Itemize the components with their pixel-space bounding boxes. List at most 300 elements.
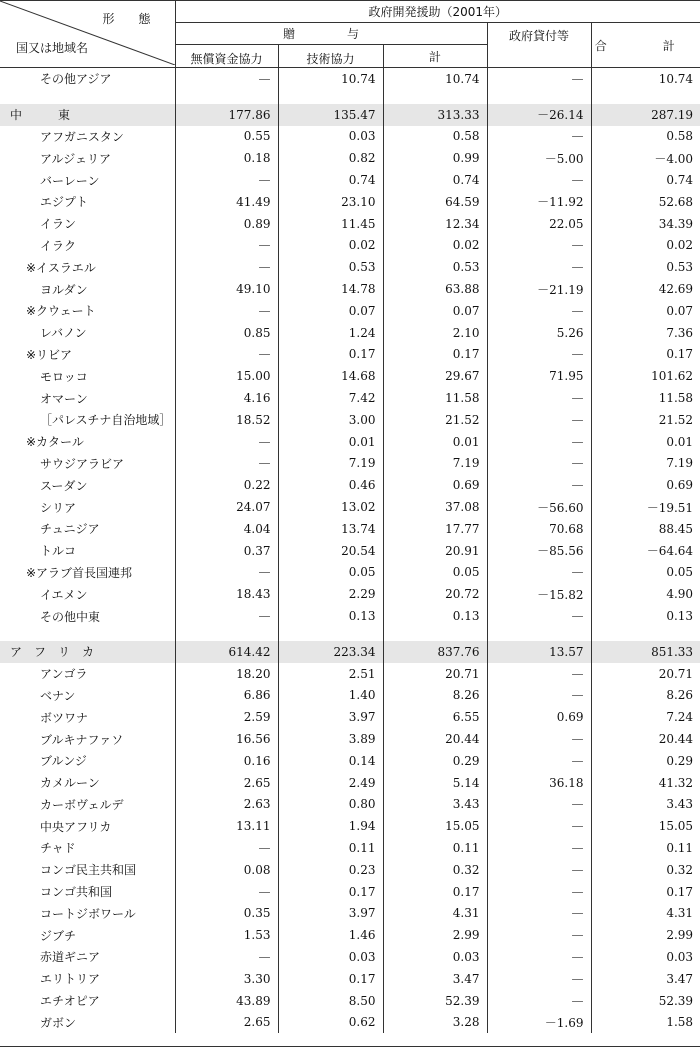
grant-aid-value: — [175, 562, 278, 584]
subtotal-value: 0.01 [383, 431, 487, 453]
loans-value: — [487, 946, 591, 968]
region-name: モロッコ [40, 369, 88, 384]
tech-coop-value: 14.78 [278, 278, 383, 300]
table-row [0, 663, 700, 685]
spacer-cell [278, 90, 383, 104]
spacer-cell [0, 627, 175, 641]
tech-coop-value: 0.82 [278, 147, 383, 169]
loans-value: 22.05 [487, 213, 591, 235]
loans-value: — [487, 68, 591, 90]
tech-coop-value: 1.46 [278, 924, 383, 946]
region-name: ヨルダン [40, 282, 88, 297]
loans-value: — [487, 685, 591, 707]
total-value: 0.74 [591, 169, 700, 191]
table-row [0, 518, 700, 540]
table-row [0, 300, 700, 322]
tech-coop-header: 技術協力 [278, 45, 383, 68]
tech-coop-value: 0.13 [278, 605, 383, 627]
subtotal-value: 20.44 [383, 728, 487, 750]
tech-coop-value: 0.46 [278, 474, 383, 496]
grant-aid-value: 2.63 [175, 794, 278, 816]
tech-coop-value: 0.03 [278, 946, 383, 968]
loans-value: — [487, 990, 591, 1012]
table-row [0, 685, 700, 707]
subtotal-value: 0.02 [383, 235, 487, 257]
total-value: 10.74 [591, 68, 700, 90]
region-name: 赤道ギニア [40, 950, 101, 965]
grant-aid-value: — [175, 300, 278, 322]
region-name: イラク [40, 238, 77, 253]
grant-aid-value: — [175, 431, 278, 453]
tech-coop-value: 0.53 [278, 256, 383, 278]
table-row [0, 409, 700, 431]
table-row [0, 387, 700, 409]
table-row [0, 968, 700, 990]
subtotal-value: 0.53 [383, 256, 487, 278]
table-row [0, 453, 700, 475]
loans-value: －56.60 [487, 496, 591, 518]
spacer-cell [487, 627, 591, 641]
table-row [0, 583, 700, 605]
spacer-cell [278, 627, 383, 641]
total-value: 34.39 [591, 213, 700, 235]
table-row [0, 344, 700, 366]
region-name: ※リビア [26, 347, 73, 362]
subtotal-value: 0.74 [383, 169, 487, 191]
region-name: その他アジア [40, 72, 112, 87]
total-value: 3.43 [591, 794, 700, 816]
grant-aid-value: 2.65 [175, 772, 278, 794]
subtotal-value: 0.17 [383, 344, 487, 366]
loans-value: — [487, 387, 591, 409]
subtotal-value: 20.72 [383, 583, 487, 605]
grant-aid-value: 0.22 [175, 474, 278, 496]
loans-value: －1.69 [487, 1011, 591, 1033]
total-value: 20.44 [591, 728, 700, 750]
loans-value: — [487, 453, 591, 475]
region-name: アフガニスタン [40, 129, 124, 144]
region-name: ※アラブ首長国連邦 [26, 565, 133, 580]
tech-coop-value: 13.02 [278, 496, 383, 518]
total-value: 287.19 [591, 104, 700, 126]
subtotal-value: 313.33 [383, 104, 487, 126]
subtotal-value: 63.88 [383, 278, 487, 300]
subtotal-value: 12.34 [383, 213, 487, 235]
grant-aid-value: — [175, 605, 278, 627]
subtotal-value: 0.17 [383, 881, 487, 903]
spacer-row [0, 627, 700, 641]
total-value: －19.51 [591, 496, 700, 518]
table-row [0, 540, 700, 562]
loans-value: — [487, 881, 591, 903]
spacer-cell [591, 90, 700, 104]
grant-aid-value: 0.85 [175, 322, 278, 344]
subtotal-value: 5.14 [383, 772, 487, 794]
subtotal-value: 7.19 [383, 453, 487, 475]
region-name: エジプト [40, 195, 89, 210]
table-row [0, 562, 700, 584]
loans-value: — [487, 256, 591, 278]
region-name: エチオピア [40, 994, 100, 1009]
loans-value: — [487, 474, 591, 496]
tech-coop-value: 2.51 [278, 663, 383, 685]
oda-title: 政府開発援助（2001年） [175, 1, 700, 23]
subtotal-value: 0.07 [383, 300, 487, 322]
region-name: サウジアラビア [40, 456, 125, 471]
total-value: 42.69 [591, 278, 700, 300]
total-header: 合 計 [591, 23, 700, 68]
region-name: カーボヴェルデ [40, 797, 124, 812]
table-row [0, 772, 700, 794]
subtotal-value: 3.28 [383, 1011, 487, 1033]
region-name: ※イスラエル [26, 260, 96, 275]
tech-coop-value: 0.14 [278, 750, 383, 772]
loans-value: — [487, 431, 591, 453]
loans-value: — [487, 859, 591, 881]
table-row [0, 924, 700, 946]
total-value: －4.00 [591, 147, 700, 169]
spacer-cell [383, 627, 487, 641]
region-name: その他中東 [40, 609, 101, 624]
total-value: 0.17 [591, 881, 700, 903]
tech-coop-value: 2.29 [278, 583, 383, 605]
total-value: 88.45 [591, 518, 700, 540]
subtotal-value: 20.91 [383, 540, 487, 562]
grant-aid-value: 2.65 [175, 1011, 278, 1033]
table-row [0, 902, 700, 924]
subtotal-value: 4.31 [383, 902, 487, 924]
tech-coop-value: 0.62 [278, 1011, 383, 1033]
tech-coop-value: 0.17 [278, 968, 383, 990]
subtotal-value: 20.71 [383, 663, 487, 685]
grant-aid-value: — [175, 344, 278, 366]
loans-value: －5.00 [487, 147, 591, 169]
subtotal-value: 2.10 [383, 322, 487, 344]
grant-aid-value: — [175, 235, 278, 257]
grant-aid-value: — [175, 837, 278, 859]
tech-coop-value: 0.17 [278, 881, 383, 903]
loans-value: 0.69 [487, 706, 591, 728]
table-row [0, 946, 700, 968]
gift-header: 贈 与 [175, 23, 487, 45]
loans-value: — [487, 837, 591, 859]
region-name: コンゴ民主共和国 [40, 863, 137, 878]
tech-coop-value: 1.40 [278, 685, 383, 707]
table-row [0, 750, 700, 772]
tech-coop-value: 223.34 [278, 641, 383, 663]
grant-aid-value: — [175, 946, 278, 968]
grant-aid-value: 177.86 [175, 104, 278, 126]
subtotal-value: 29.67 [383, 365, 487, 387]
region-name: 中 東 [0, 104, 175, 126]
table-row [0, 322, 700, 344]
loans-value: 13.57 [487, 641, 591, 663]
region-name: 中央アフリカ [40, 819, 112, 834]
grant-aid-value: 0.18 [175, 147, 278, 169]
grant-aid-value: 1.53 [175, 924, 278, 946]
region-name: カメルーン [40, 776, 100, 791]
spacer-cell [383, 90, 487, 104]
loans-value: — [487, 750, 591, 772]
table-row [0, 365, 700, 387]
total-value: 0.32 [591, 859, 700, 881]
total-value: 0.11 [591, 837, 700, 859]
table-row [0, 815, 700, 837]
table-row [0, 794, 700, 816]
loans-value: 70.68 [487, 518, 591, 540]
table-row [0, 474, 700, 496]
tech-coop-value: 0.02 [278, 235, 383, 257]
grant-aid-value: 15.00 [175, 365, 278, 387]
spacer-row [0, 90, 700, 104]
grant-aid-value: 13.11 [175, 815, 278, 837]
tech-coop-value: 2.49 [278, 772, 383, 794]
loans-value: — [487, 728, 591, 750]
grant-aid-value: 4.04 [175, 518, 278, 540]
table-row [0, 496, 700, 518]
region-name: エリトリア [40, 972, 101, 987]
corner-header-cell [0, 1, 175, 68]
grant-aid-value: 0.55 [175, 126, 278, 148]
total-value: 11.58 [591, 387, 700, 409]
subtotal-header: 計 [383, 45, 487, 68]
total-value: 3.47 [591, 968, 700, 990]
subtotal-value: 6.55 [383, 706, 487, 728]
table-row [0, 213, 700, 235]
table-bottom-rule [0, 1046, 700, 1047]
loans-value: — [487, 815, 591, 837]
form-label: 形 態 [102, 12, 157, 26]
total-value: 4.31 [591, 902, 700, 924]
region-name: ※クウェート [26, 304, 96, 319]
loans-value: 71.95 [487, 365, 591, 387]
subtotal-value: 3.43 [383, 794, 487, 816]
loans-value: －11.92 [487, 191, 591, 213]
grant-aid-value: 18.20 [175, 663, 278, 685]
region-name: レバノン [40, 326, 87, 341]
grant-aid-value: 49.10 [175, 278, 278, 300]
grant-aid-value: 0.37 [175, 540, 278, 562]
loans-value: －26.14 [487, 104, 591, 126]
loans-value: 36.18 [487, 772, 591, 794]
tech-coop-value: 0.03 [278, 126, 383, 148]
grant-aid-value: — [175, 169, 278, 191]
tech-coop-value: 135.47 [278, 104, 383, 126]
table-row [0, 191, 700, 213]
spacer-cell [175, 90, 278, 104]
total-value: 0.29 [591, 750, 700, 772]
tech-coop-value: 11.45 [278, 213, 383, 235]
grant-aid-value: 18.52 [175, 409, 278, 431]
total-value: 7.24 [591, 706, 700, 728]
table-row [0, 605, 700, 627]
grant-aid-value: 0.08 [175, 859, 278, 881]
spacer-cell [487, 90, 591, 104]
total-value: 52.68 [591, 191, 700, 213]
table-row [0, 837, 700, 859]
region-group-row [0, 104, 700, 126]
subtotal-value: 11.58 [383, 387, 487, 409]
total-value: 52.39 [591, 990, 700, 1012]
subtotal-value: 37.08 [383, 496, 487, 518]
table-row [0, 256, 700, 278]
total-value: 7.19 [591, 453, 700, 475]
grant-aid-value: — [175, 256, 278, 278]
loans-value: — [487, 235, 591, 257]
loans-value: — [487, 605, 591, 627]
region-name: アルジェリア [40, 151, 111, 166]
grant-aid-value: 16.56 [175, 728, 278, 750]
total-value: 2.99 [591, 924, 700, 946]
subtotal-value: 837.76 [383, 641, 487, 663]
tech-coop-value: 8.50 [278, 990, 383, 1012]
total-value: 15.05 [591, 815, 700, 837]
grant-aid-value: — [175, 68, 278, 90]
region-group-row [0, 641, 700, 663]
loans-value: — [487, 300, 591, 322]
grant-aid-value: 18.43 [175, 583, 278, 605]
spacer-cell [0, 90, 175, 104]
tech-coop-value: 0.01 [278, 431, 383, 453]
subtotal-value: 0.13 [383, 605, 487, 627]
tech-coop-value: 0.23 [278, 859, 383, 881]
tech-coop-value: 0.80 [278, 794, 383, 816]
subtotal-value: 0.11 [383, 837, 487, 859]
subtotal-value: 3.47 [383, 968, 487, 990]
total-value: 8.26 [591, 685, 700, 707]
tech-coop-value: 0.05 [278, 562, 383, 584]
total-value: 0.13 [591, 605, 700, 627]
tech-coop-value: 23.10 [278, 191, 383, 213]
tech-coop-value: 7.19 [278, 453, 383, 475]
region-name: チュニジア [40, 522, 100, 537]
loans-value: －85.56 [487, 540, 591, 562]
tech-coop-value: 3.97 [278, 706, 383, 728]
table-row [0, 235, 700, 257]
loans-value: －21.19 [487, 278, 591, 300]
region-label: 国又は地域名 [16, 41, 89, 55]
tech-coop-value: 3.89 [278, 728, 383, 750]
tech-coop-value: 3.97 [278, 902, 383, 924]
region-name: ジブチ [40, 928, 77, 943]
loans-value: — [487, 562, 591, 584]
table-row [0, 859, 700, 881]
table-row [0, 881, 700, 903]
grant-aid-value: 24.07 [175, 496, 278, 518]
region-name: イエメン [40, 587, 88, 602]
loans-value: — [487, 924, 591, 946]
loans-header: 政府貸付等 [487, 23, 591, 68]
subtotal-value: 0.05 [383, 562, 487, 584]
subtotal-value: 0.99 [383, 147, 487, 169]
total-value: 41.32 [591, 772, 700, 794]
subtotal-value: 17.77 [383, 518, 487, 540]
total-value: 21.52 [591, 409, 700, 431]
loans-value: — [487, 169, 591, 191]
subtotal-value: 0.69 [383, 474, 487, 496]
region-name: オマーン [40, 391, 88, 406]
tech-coop-value: 0.74 [278, 169, 383, 191]
table-header [0, 1, 700, 68]
region-name: ガボン [40, 1015, 77, 1030]
subtotal-value: 2.99 [383, 924, 487, 946]
tech-coop-value: 20.54 [278, 540, 383, 562]
tech-coop-value: 0.11 [278, 837, 383, 859]
grant-aid-value: 4.16 [175, 387, 278, 409]
grant-aid-value: 2.59 [175, 706, 278, 728]
grant-aid-value: 6.86 [175, 685, 278, 707]
loans-value: — [487, 126, 591, 148]
table-row [0, 431, 700, 453]
total-value: 1.58 [591, 1011, 700, 1033]
region-name: バーレーン [40, 173, 100, 188]
total-value: 0.02 [591, 235, 700, 257]
total-value: 4.90 [591, 583, 700, 605]
tech-coop-value: 14.68 [278, 365, 383, 387]
region-name: ブルンジ [40, 754, 87, 769]
region-name: ボツワナ [40, 710, 89, 725]
subtotal-value: 21.52 [383, 409, 487, 431]
region-name: チャド [40, 841, 76, 856]
grant-aid-value: 3.30 [175, 968, 278, 990]
grant-aid-value: 0.16 [175, 750, 278, 772]
subtotal-value: 8.26 [383, 685, 487, 707]
total-value: 20.71 [591, 663, 700, 685]
grant-aid-value: 41.49 [175, 191, 278, 213]
region-name: シリア [40, 500, 77, 515]
table-body [0, 68, 700, 1034]
loans-value: — [487, 344, 591, 366]
table-row [0, 728, 700, 750]
tech-coop-value: 13.74 [278, 518, 383, 540]
spacer-cell [175, 627, 278, 641]
tech-coop-value: 7.42 [278, 387, 383, 409]
subtotal-value: 52.39 [383, 990, 487, 1012]
tech-coop-value: 0.17 [278, 344, 383, 366]
subtotal-value: 0.03 [383, 946, 487, 968]
grant-aid-value: 614.42 [175, 641, 278, 663]
region-name: コンゴ共和国 [40, 885, 113, 900]
subtotal-value: 64.59 [383, 191, 487, 213]
total-value: －64.64 [591, 540, 700, 562]
tech-coop-value: 3.00 [278, 409, 383, 431]
spacer-cell [591, 627, 700, 641]
table-row [0, 169, 700, 191]
tech-coop-value: 0.07 [278, 300, 383, 322]
tech-coop-value: 1.94 [278, 815, 383, 837]
table-row [0, 126, 700, 148]
region-name: ア フ リ カ [0, 641, 175, 663]
region-name: スーダン [40, 478, 88, 493]
grant-aid-header: 無償資金協力 [175, 45, 278, 68]
loans-value: — [487, 902, 591, 924]
tech-coop-value: 10.74 [278, 68, 383, 90]
region-name: ※カタール [26, 435, 84, 450]
total-value: 0.01 [591, 431, 700, 453]
region-name: トルコ [40, 544, 77, 559]
loans-value: — [487, 968, 591, 990]
grant-aid-value: 0.89 [175, 213, 278, 235]
subtotal-value: 10.74 [383, 68, 487, 90]
total-value: 0.53 [591, 256, 700, 278]
table-row [0, 147, 700, 169]
grant-aid-value: 43.89 [175, 990, 278, 1012]
total-value: 0.05 [591, 562, 700, 584]
loans-value: — [487, 794, 591, 816]
grant-aid-value: 0.35 [175, 902, 278, 924]
total-value: 7.36 [591, 322, 700, 344]
subtotal-value: 0.32 [383, 859, 487, 881]
